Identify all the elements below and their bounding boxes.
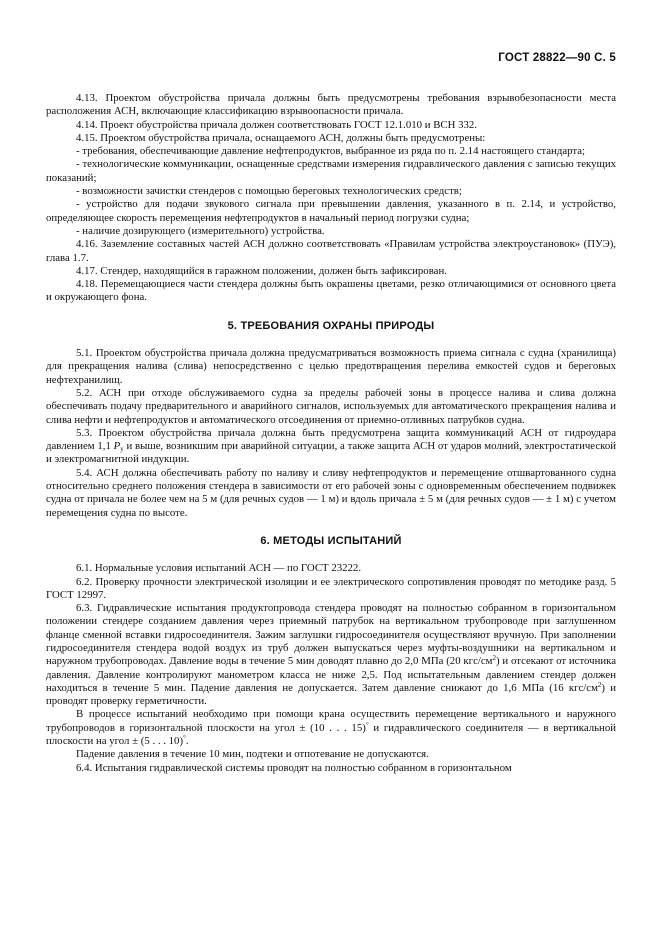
clause-4-15-item: - наличие дозирующего (измерительного) устройства. <box>76 224 325 237</box>
clause-5-3 <box>46 427 616 467</box>
superscript: 2 <box>597 680 602 689</box>
clause-6-4: 6.4. Испытания гидравлической системы проводят на полностью собранном в горизонтальном <box>76 761 512 774</box>
clause-6-3-movement-text: В процессе испытаний необходимо при помощи крана осуществить перемещение вертикального и наружного трубопроводов в горизонтальной плоскости на угол ± (10 . . . 15) <box>46 708 616 734</box>
clause-5-3-text: 5.3. Проектом обустройства причала должна быть предусмотрена защита коммуникаций АСН от гидроудара давлением 1,1 <box>46 426 616 453</box>
clause-5-3-text: и выше, возникшим при аварийной ситуации, а также защита АСН от ударов молний, электростатической и электромагнитной индукции. <box>46 440 617 466</box>
clause-6-3-movement-text: и гидравлического соединителя — в вертикальной плоскости на угол ± (5 . . . 10) <box>46 721 617 748</box>
degree-sign: ° <box>183 734 186 743</box>
clause-6-3-movement <box>46 708 616 748</box>
clause-5-1: 5.1. Проектом обустройства причала должна предусматриваться возможность приема сигнала с судна (хранилища) для прекращения налива (слива) непосредственно с целью предотвращения перелива емкостей судов и береговых нефтехранилищ. <box>46 347 616 386</box>
pressure-subscript: y <box>120 445 124 454</box>
superscript: 2 <box>492 654 496 663</box>
clause-6-2: 6.2. Проверку прочности электрической изоляции и ее электрического сопротивления проводят по методике разд. 5 ГОСТ 12997. <box>46 575 616 601</box>
clause-6-3-text: ) и проводят проверку герметичности. <box>46 681 617 708</box>
degree-sign: ° <box>365 720 369 729</box>
pressure-symbol: P <box>113 440 121 453</box>
clause-4-16: 4.16. Заземление составных частей АСН должно соответствовать «Правилам устройства электроустановок» (ПУЭ), глава 1.7. <box>46 238 616 264</box>
section-heading-6: 6. МЕТОДЫ ИСПЫТАНИЙ <box>260 534 402 547</box>
section-heading-5: 5. ТРЕБОВАНИЯ ОХРАНЫ ПРИРОДЫ <box>227 319 435 332</box>
document-body <box>46 92 616 775</box>
clause-6-3-movement-text: . <box>185 735 189 748</box>
document-page <box>46 52 616 775</box>
clause-5-2: 5.2. АСН при отходе обслуживаемого судна за пределы рабочей зоны в процессе налива и слива должна обеспечивать подачу предварительного и аварийного сигналов, используемых для автоматического прекращения налива и слива нефти и нефтепродуктов и автоматического отсоединения от приемно-отливных патрубков судна. <box>46 386 616 426</box>
clause-4-15-item: - требования, обеспечивающие давление нефтепродуктов, выбранное из ряда по п. 2.14 настоящего стандарта; <box>76 145 586 158</box>
clause-4-13: 4.13. Проектом обустройства причала должны быть предусмотрены требования взрывобезопасности места расположения АСН, включающие классификацию взрывоопасности причала. <box>46 92 616 118</box>
clause-6-1: 6.1. Нормальные условия испытаний АСН — по ГОСТ 23222. <box>76 562 362 575</box>
page-header: ГОСТ 28822—90 С. 5 <box>498 52 616 64</box>
clause-6-3-text: 6.3. Гидравлические испытания продуктопровода стендера проводят на полностью собранном в горизонтальном положении стендере созданием давления через приемный патрубок на вертикальном трубопроводе при заглушенном фланце сменной вставки гидросоединителя. Зажим заглушки гидросоединителя осуществляют вручную. При заполнении гидросоединителя стендера водой воздух из труб должен выпускаться через муфты-воздушники на вертикальном и наружном трубопроводах. Давление воды в течение 5 мин доводят плавно до 2,0 МПа (20 кгс/см <box>46 602 616 668</box>
clause-4-15-item: - возможности зачистки стендеров с помощью береговых технологических средств; <box>76 185 462 198</box>
clause-4-15-item: - устройство для подачи звукового сигнала при превышении давления, указанного в п. 2.14, и устройство, определяющее скорость перемещения нефтепродуктов в начальный период погрузки судна; <box>46 198 616 224</box>
clause-6-3-text: ) и отсекают от источника давления. Давление контролируют манометром класса не ниже 2,5. Под испытательным давлением стендер должен находиться в течение 5 мин. Падение давления не допускается. Затем давление снижают до 1,6 МПа (16 кгс/см <box>46 655 616 694</box>
clause-4-18: 4.18. Перемещающиеся части стендера должны быть окрашены цветами, резко отличающимися от основного цвета и окружающего фона. <box>46 278 616 304</box>
clause-5-4: 5.4. АСН должна обеспечивать работу по наливу и сливу нефтепродуктов и перемещение отшвартованного судна относительно среднего положения стендера в зависимости от его рабочей зоны с одновременным обеспечением подвижек судна от причала не более чем на 5 м (для речных судов — 1 м) и вдоль причала ± 5 м (для речных судов — ± 1 м) с учетом перемещения судна по высоте. <box>46 466 616 519</box>
clause-4-17: 4.17. Стендер, находящийся в гаражном положении, должен быть зафиксирован. <box>76 264 447 277</box>
clause-6-3-leak: Падение давления в течение 10 мин, подтеки и отпотевание не допускаются. <box>76 748 429 761</box>
clause-4-14: 4.14. Проект обустройства причала должен соответствовать ГОСТ 12.1.010 и ВСН 332. <box>76 118 478 131</box>
clause-4-15-item: - технологические коммуникации, оснащенные средствами измерения гидравлического давления с записью текущих показаний; <box>46 158 616 184</box>
clause-6-3 <box>46 602 616 708</box>
clause-4-15: 4.15. Проектом обустройства причала, оснащаемого АСН, должны быть предусмотрены: <box>76 131 486 144</box>
